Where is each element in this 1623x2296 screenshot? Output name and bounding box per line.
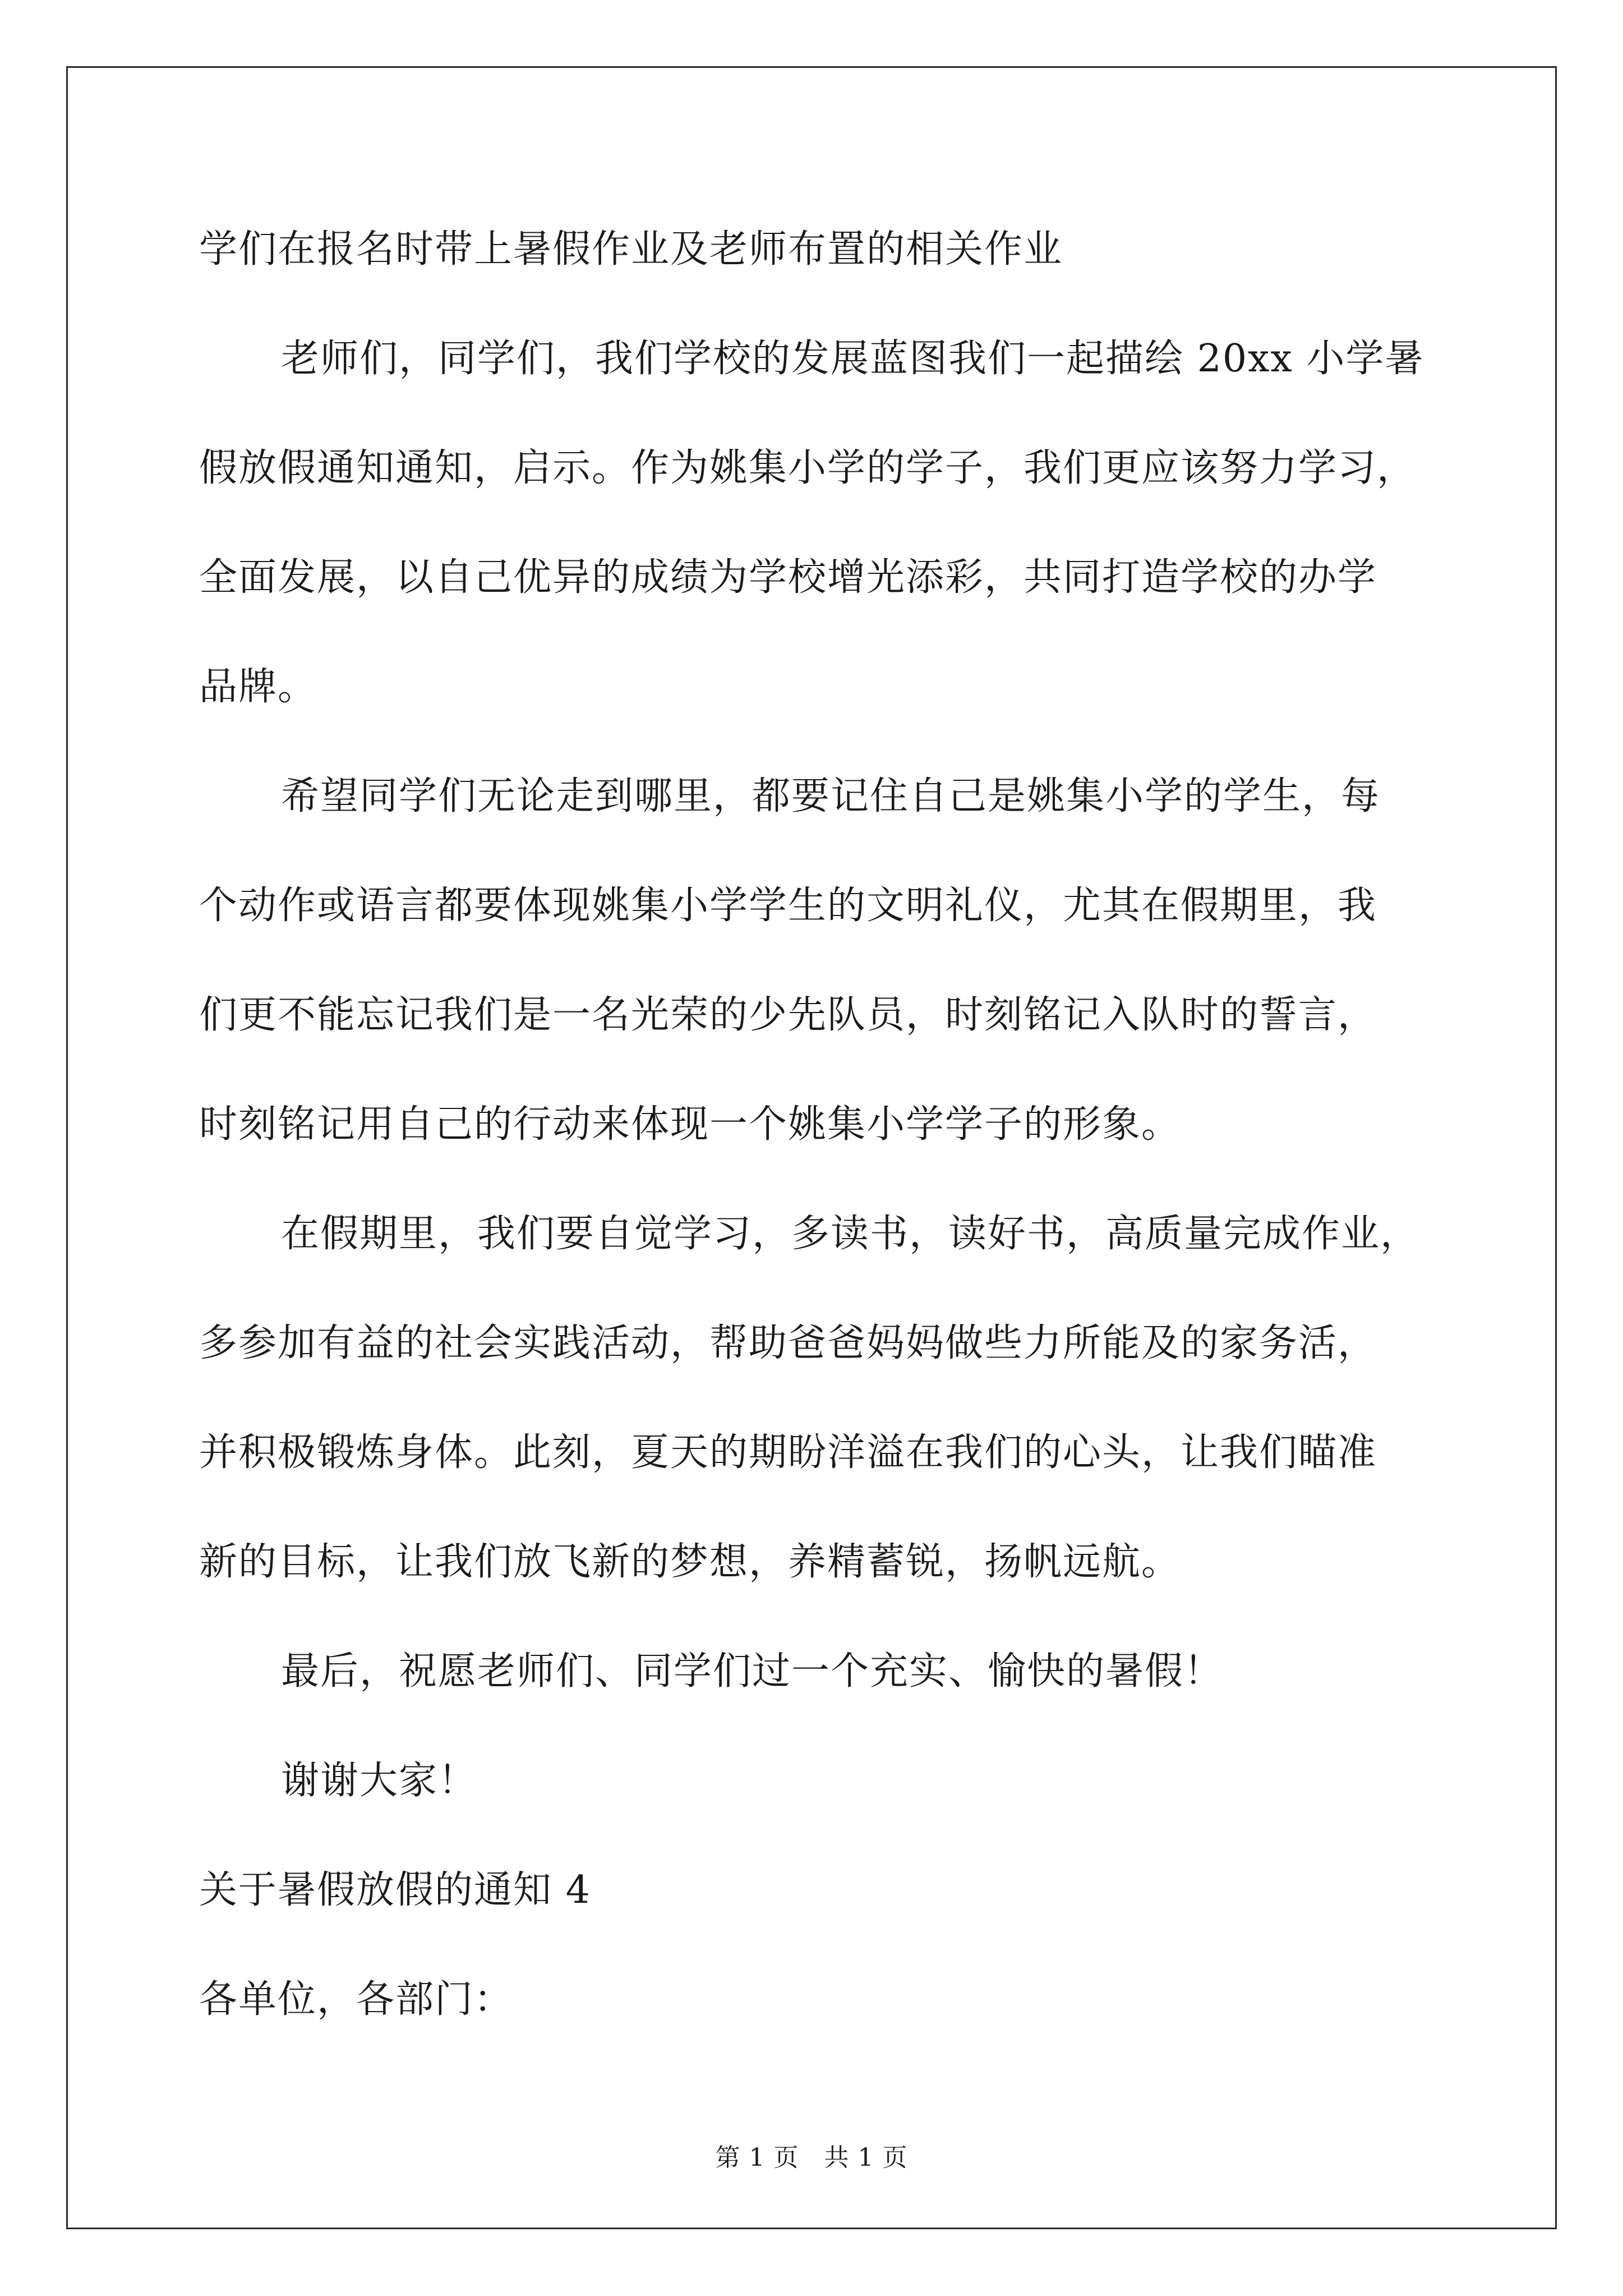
text-line: 老师们，同学们，我们学校的发展蓝图我们一起描绘 20xx 小学暑 [281, 337, 1424, 381]
text-line: 假放假通知通知，启示。作为姚集小学的学子，我们更应该努力学习， [199, 446, 1417, 490]
text-line: 多参加有益的社会实践活动，帮助爸爸妈妈做些力所能及的家务活， [199, 1321, 1377, 1365]
text-line: 在假期里，我们要自觉学习，多读书，读好书，高质量完成作业， [281, 1212, 1420, 1256]
text-line: 品牌。 [199, 665, 317, 709]
text-line: 希望同学们无论走到哪里，都要记住自己是姚集小学的学生，每 [281, 774, 1381, 818]
text-line: 最后，祝愿老师们、同学们过一个充实、愉快的暑假！ [281, 1649, 1224, 1694]
section-heading: 关于暑假放假的通知 4 [199, 1868, 591, 1912]
text-line: 全面发展，以自己优异的成绩为学校增光添彩，共同打造学校的办学 [199, 555, 1377, 600]
text-line: 并积极锻炼身体。此刻，夏天的期盼洋溢在我们的心头，让我们瞄准 [199, 1430, 1377, 1475]
text-line: 们更不能忘记我们是一名光荣的少先队员，时刻铭记入队时的誓言， [199, 993, 1377, 1037]
page-number: 第 1 页 共 1 页 [715, 2143, 908, 2172]
salutation: 各单位，各部门： [199, 1977, 514, 2022]
text-line: 个动作或语言都要体现姚集小学学生的文明礼仪，尤其在假期里，我 [199, 884, 1377, 928]
text-line: 新的目标，让我们放飞新的梦想，养精蓄锐，扬帆远航。 [199, 1540, 1181, 1584]
text-line: 谢谢大家！ [281, 1759, 478, 1803]
text-line: 时刻铭记用自己的行动来体现一个姚集小学学子的形象。 [199, 1102, 1181, 1147]
document-body [199, 222, 1427, 2028]
text-line: 学们在报名时带上暑假作业及老师布置的相关作业 [199, 227, 1063, 272]
